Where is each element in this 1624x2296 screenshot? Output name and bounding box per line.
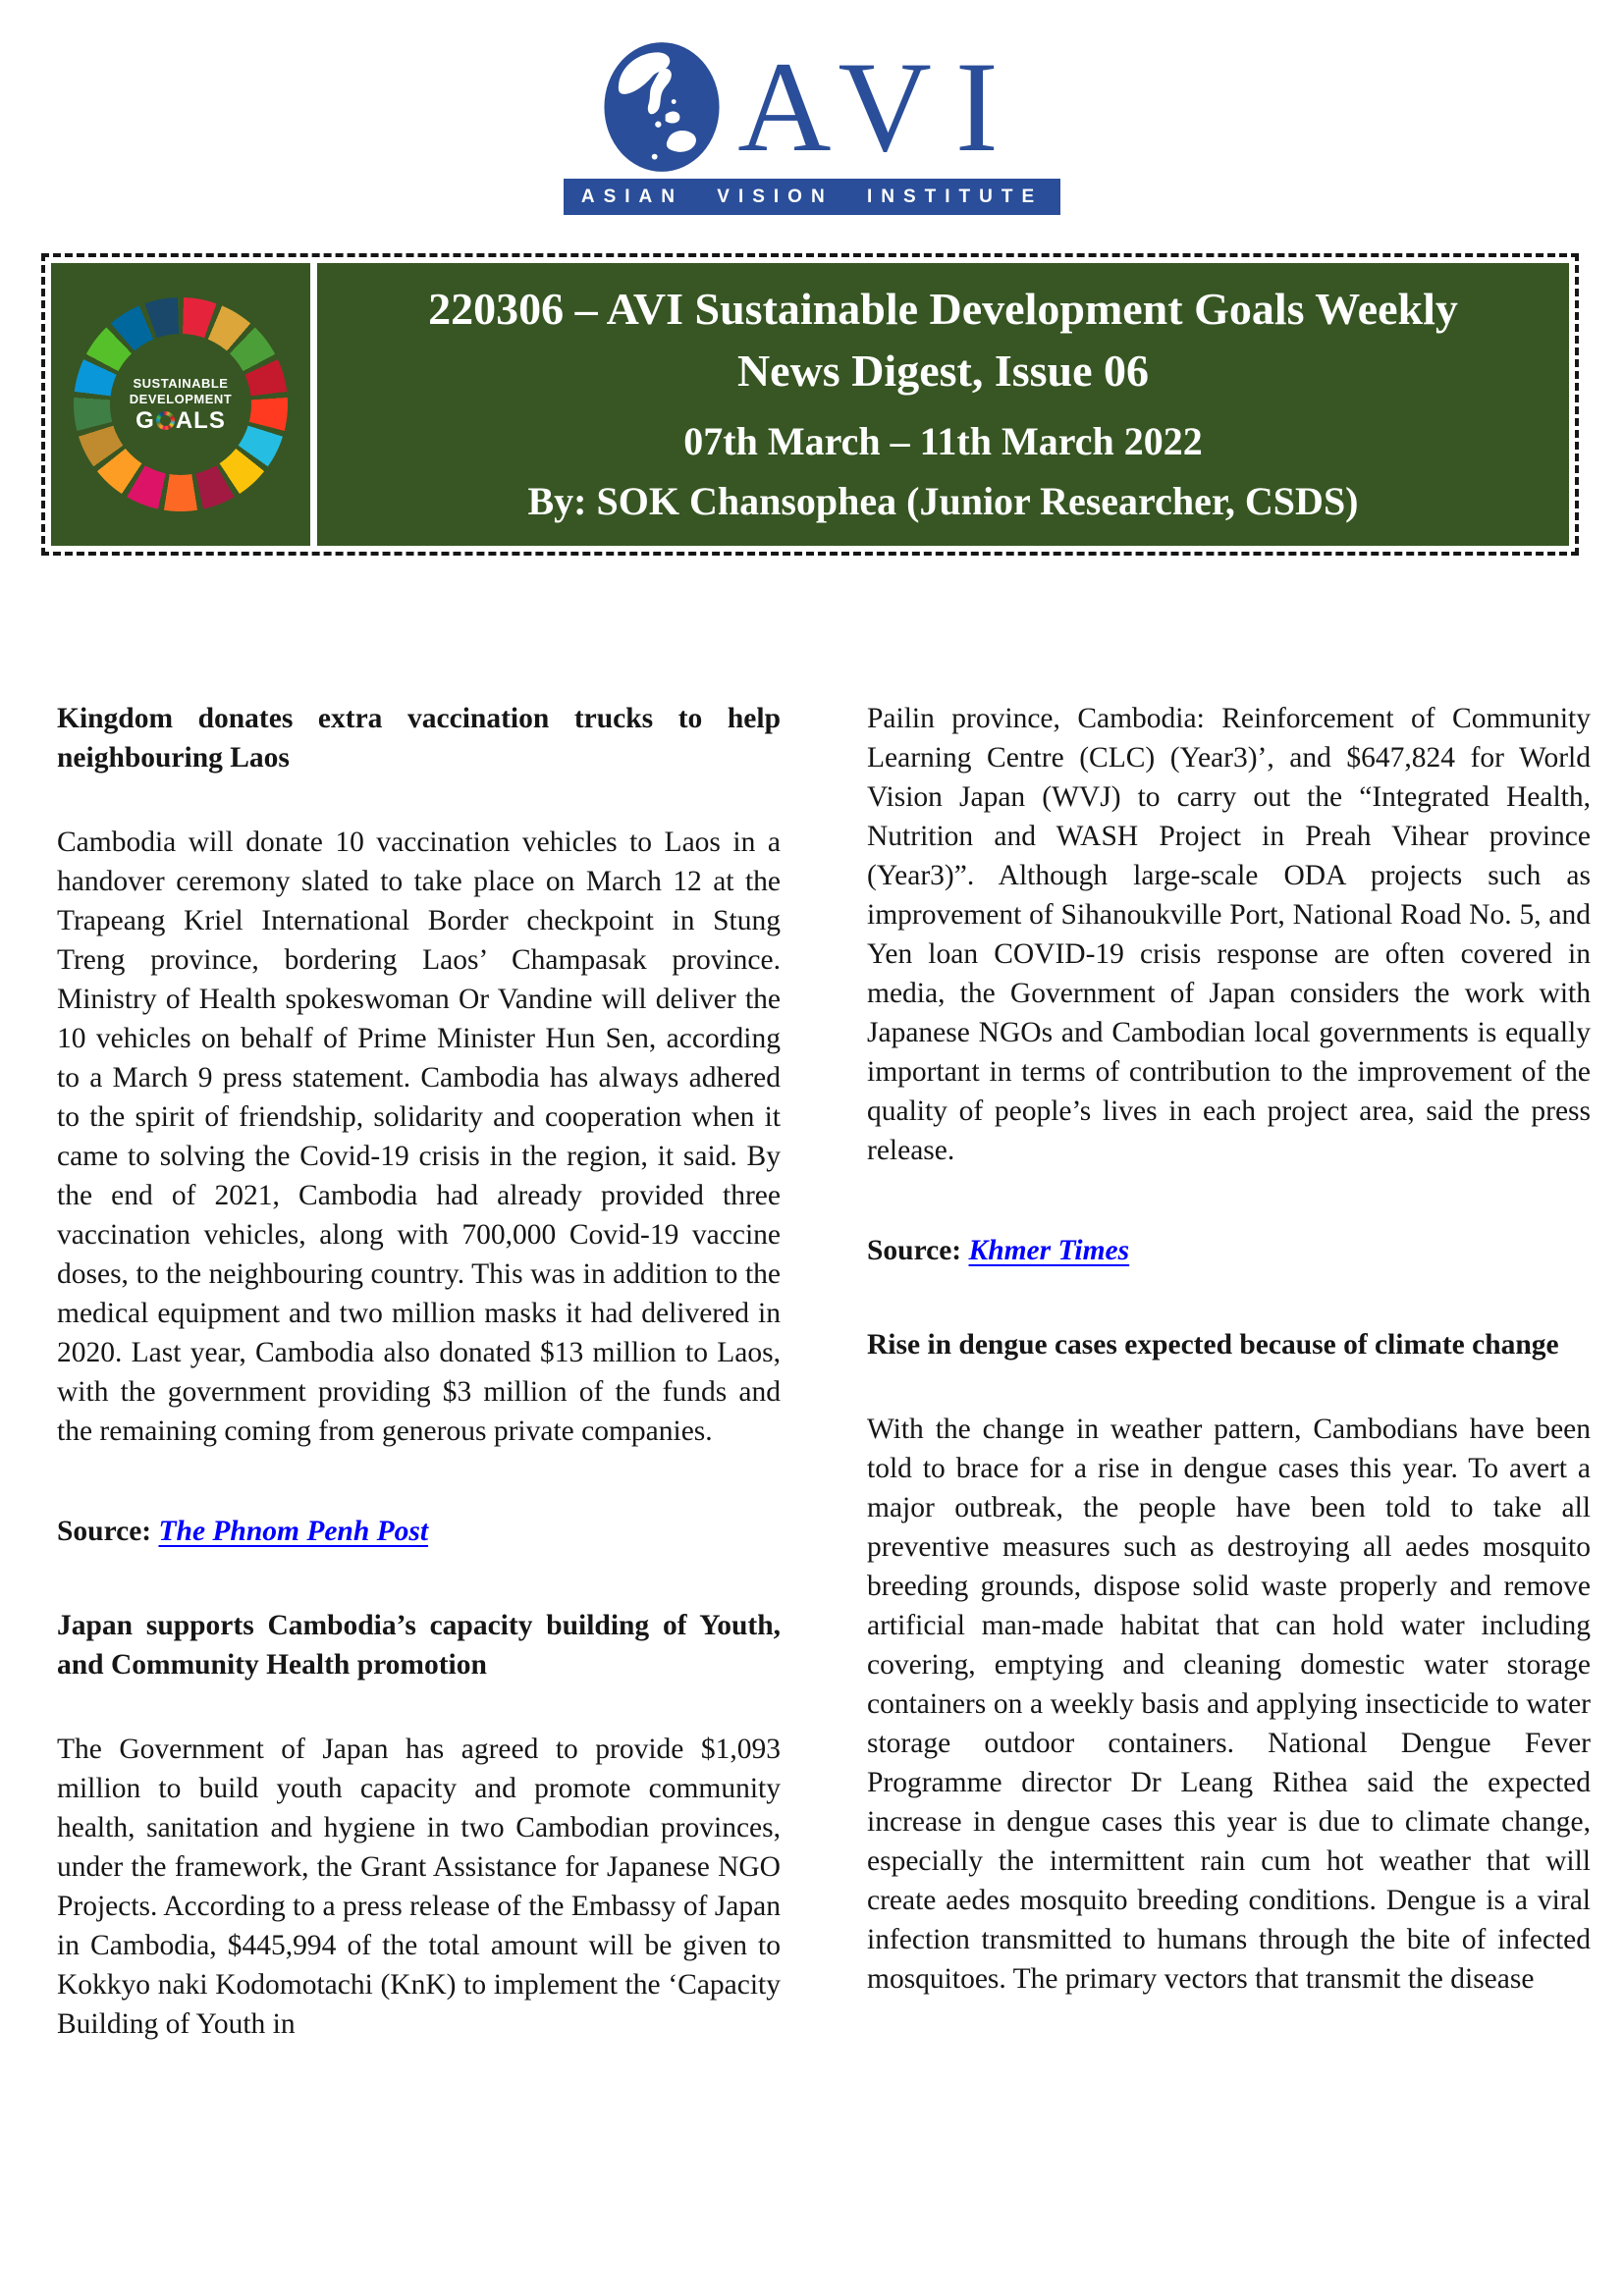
source-link[interactable]: Khmer Times: [968, 1235, 1130, 1266]
sdg-text-line2: DEVELOPMENT: [129, 391, 233, 406]
sdg-goals-o-icon: [156, 411, 175, 430]
digest-date-range: 07th March – 11th March 2022: [683, 419, 1203, 463]
masthead: [41, 253, 1579, 556]
sdg-goals-g: G: [135, 406, 155, 434]
avi-acronym: AVI: [737, 34, 1022, 179]
source-label: Source:: [57, 1516, 152, 1547]
article-heading: Kingdom donates extra vaccination trucks to help neighbouring Laos: [57, 703, 781, 774]
masthead-green-box: [51, 263, 1569, 546]
sdg-text-line1: SUSTAINABLE: [133, 375, 229, 391]
article-paragraph: With the change in weather pattern, Cambodians have been told to brace for a rise in dengue cases this year. To avert a major outbreak, the people have been told to take all preventive measures such as destroying all aedes mosquito breeding grounds, dispose solid waste properly and remove artificial man-made habitat that can hold water including covering, emptying and cleaning domestic water storage containers on a weekly basis and applying insecticide to water storage outdoor containers. National Dengue Fever Programme director Dr Leang Rithea said the expected increase in dengue cases this year is due to climate change, especially the intermittent rain cum hot weather that will create aedes mosquito breeding conditions. Dengue is a viral infection transmitted to humans through the bite of infected mosquitoes. The primary vectors that transmit the disease: [867, 1414, 1591, 1995]
digest-title-line1: 220306 – AVI Sustainable Development Goals Weekly: [428, 284, 1458, 334]
digest-byline: By: SOK Chansophea (Junior Researcher, CSDS): [527, 479, 1359, 523]
sdg-wheel: [74, 297, 288, 511]
sdg-wheel-center: [110, 334, 251, 475]
institute-name-banner: ASIAN VISION INSTITUTE: [564, 179, 1060, 215]
sdg-logo-cell: [51, 263, 310, 546]
source-line: [57, 1512, 781, 1551]
digest-title-line2: News Digest, Issue 06: [736, 346, 1150, 396]
article-paragraph: Cambodia will donate 10 vaccination vehicles to Laos in a handover ceremony slated to take place on March 12 at the Trapeang Kriel International Border checkpoint in Stung Treng province, bordering Laos’ Champasak province. Ministry of Health spokeswoman Or Vandine will deliver the 10 vehicles on behalf of Prime Minister Hun Sen, according to a March 9 press statement. Cambodia has always adhered to the spirit of friendship, solidarity and cooperation when it came to solving the Covid-19 crisis in the region, it said. By the end of 2021, Cambodia had already provided three vaccination vehicles, along with 700,000 Covid-19 vaccine doses, to the neighbouring country. This was in addition to the medical equipment and two million masks it had delivered in 2020. Last year, Cambodia also donated $13 million to Laos, with the government providing $3 million of the funds and the remaining coming from generous private companies.: [57, 827, 781, 1447]
article-heading: Rise in dengue cases expected because of climate change: [867, 1329, 1559, 1361]
globe-icon: [602, 39, 722, 175]
masthead-title-cell: [317, 263, 1569, 546]
avi-logo-row: [602, 34, 1022, 179]
left-column: [57, 699, 781, 2089]
sdg-goals-rest: ALS: [175, 406, 226, 434]
article-heading: Japan supports Cambodia’s capacity building of Youth, and Community Health promotion: [57, 1610, 781, 1681]
article-body: [57, 699, 1591, 2089]
sdg-text-goals: [135, 407, 226, 434]
source-link[interactable]: The Phnom Penh Post: [158, 1516, 429, 1547]
masthead-divider: [310, 263, 317, 546]
right-column: [867, 699, 1591, 2089]
source-line: [867, 1231, 1591, 1270]
avi-logo: [0, 34, 1624, 215]
article-paragraph: Pailin province, Cambodia: Reinforcement of Community Learning Centre (CLC) (Year3)’, and $647,824 for World Vision Japan (WVJ) to carry out the “Integrated Health, Nutrition and WASH Project in Preah Vihear province (Year3)”. Although large-scale ODA projects such as improvement of Sihanoukville Port, National Road No. 5, and Yen loan COVID-19 crisis response are often covered in media, the Government of Japan considers the work with Japanese NGOs and Cambodian local governments is equally important in terms of contribution to the improvement of the quality of people’s lives in each project area, said the press release.: [867, 703, 1591, 1166]
source-label: Source:: [867, 1235, 962, 1266]
article-paragraph: The Government of Japan has agreed to provide $1,093 million to build youth capacity and promote community health, sanitation and hygiene in two Cambodian provinces, under the framework, the Grant Assistance for Japanese NGO Projects. According to a press release of the Embassy of Japan in Cambodia, $445,994 of the total amount will be given to Kokkyo naki Kodomotachi (KnK) to implement the ‘Capacity Building of Youth in: [57, 1734, 781, 2040]
